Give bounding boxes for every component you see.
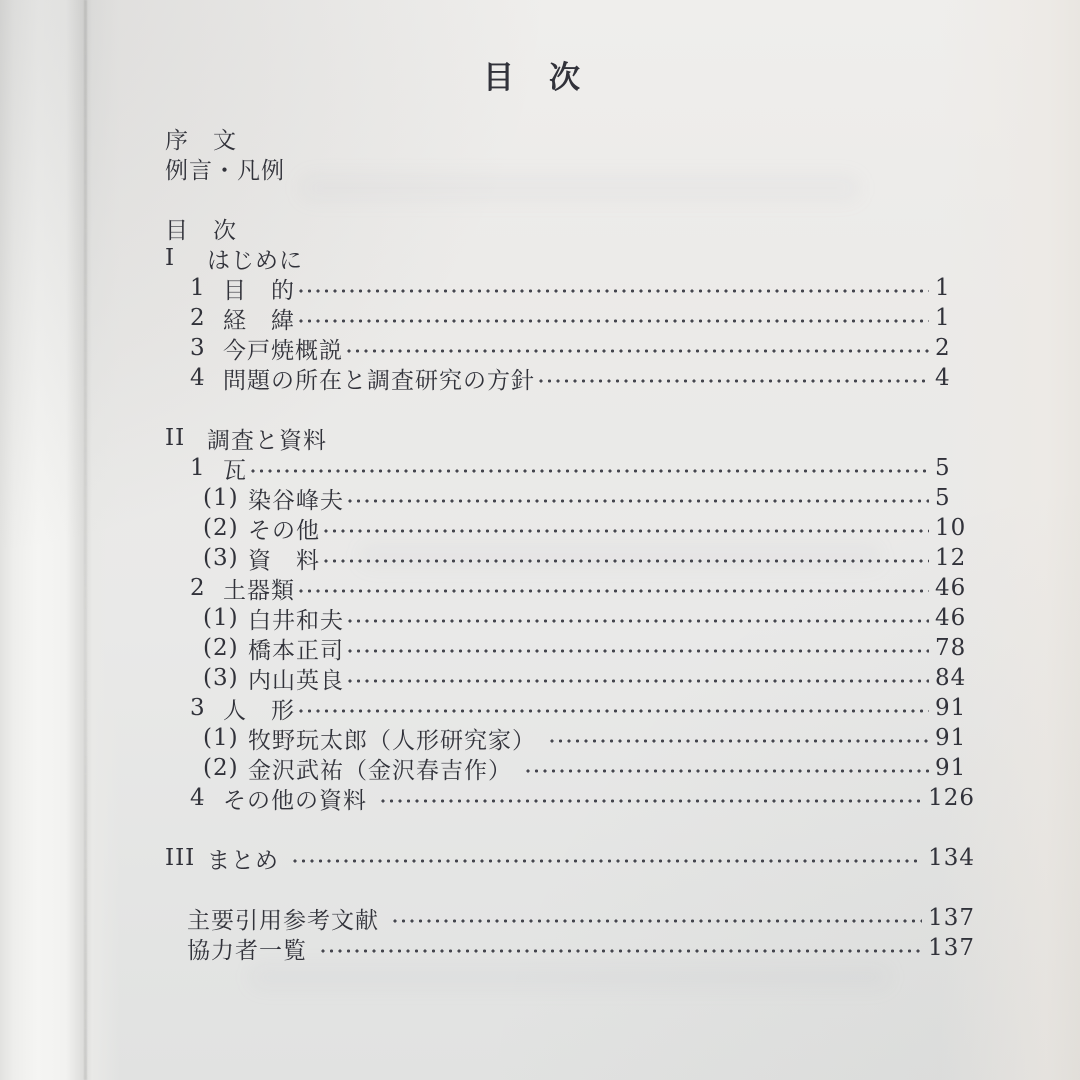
dot-leader xyxy=(322,528,929,534)
toc-entry-title: まとめ xyxy=(207,847,279,874)
page-title: 目 次 xyxy=(483,60,582,96)
page-number: 10 xyxy=(935,515,967,541)
toc-entry-title: 橋本正司 xyxy=(248,637,344,664)
toc-entry-prefix: 1 xyxy=(190,275,206,301)
toc-row xyxy=(0,783,1080,813)
toc-row xyxy=(0,573,1080,603)
toc-row xyxy=(0,453,1080,483)
toc-entry-prefix: 3 xyxy=(190,695,206,721)
toc-entry-prefix: (3) xyxy=(203,665,239,691)
page-number: 126 xyxy=(928,785,975,811)
toc-entry-prefix: 2 xyxy=(190,575,206,601)
show-through-ghost xyxy=(250,965,890,989)
toc-row xyxy=(0,363,1080,393)
dot-leader xyxy=(291,858,922,864)
page-number: 91 xyxy=(935,695,967,721)
toc-entry-title: 問題の所在と調査研究の方針 xyxy=(223,367,535,394)
toc-entry-prefix: III xyxy=(165,845,196,871)
dot-leader xyxy=(524,768,929,774)
toc-row xyxy=(0,843,1080,873)
page-number: 91 xyxy=(935,755,967,781)
dot-leader xyxy=(319,948,922,954)
toc-entry-title: 主要引用参考文献 xyxy=(187,907,379,934)
toc-row xyxy=(0,693,1080,723)
toc-entry-prefix: I xyxy=(165,245,176,271)
toc-entry-prefix: (2) xyxy=(203,635,239,661)
toc-entry-title: 協力者一覧 xyxy=(187,937,307,964)
toc-entry-prefix: 3 xyxy=(190,335,206,361)
toc-entry-title: 目 的 xyxy=(223,277,295,304)
toc-entry-title: 金沢武祐（金沢春吉作） xyxy=(248,757,512,784)
dot-leader xyxy=(391,918,922,924)
toc-list xyxy=(0,123,1080,963)
toc-entry-title: 序 文 xyxy=(165,127,237,154)
page-number: 78 xyxy=(935,635,967,661)
toc-entry-prefix: II xyxy=(165,425,186,451)
toc-row xyxy=(0,933,1080,963)
toc-entry-prefix: 4 xyxy=(190,785,206,811)
dot-leader xyxy=(346,618,929,624)
toc-entry-prefix: (1) xyxy=(203,725,239,751)
page-number: 1 xyxy=(935,305,951,331)
toc-entry-prefix: (1) xyxy=(203,605,239,631)
dot-leader xyxy=(346,648,929,654)
page-number: 12 xyxy=(935,545,967,571)
toc-entry-prefix: (3) xyxy=(203,545,239,571)
toc-entry-prefix: 1 xyxy=(190,455,206,481)
toc-entry-title: 白井和夫 xyxy=(248,607,344,634)
dot-leader xyxy=(297,588,929,594)
page-number: 5 xyxy=(935,455,951,481)
toc-row xyxy=(0,213,1080,243)
toc-entry-title: 内山英良 xyxy=(248,667,344,694)
page-number: 137 xyxy=(928,905,975,931)
page-number: 137 xyxy=(928,935,975,961)
toc-entry-title: 資 料 xyxy=(248,547,320,574)
toc-entry-title: はじめに xyxy=(207,247,303,274)
page-number: 5 xyxy=(935,485,951,511)
dot-leader xyxy=(297,708,929,714)
toc-entry-title: 染谷峰夫 xyxy=(248,487,344,514)
dot-leader xyxy=(346,678,929,684)
toc-row xyxy=(0,483,1080,513)
dot-leader xyxy=(345,348,929,354)
dot-leader xyxy=(297,318,929,324)
dot-leader xyxy=(297,288,929,294)
toc-entry-title: 土器類 xyxy=(223,577,295,604)
page-number: 134 xyxy=(928,845,975,871)
toc-entry-title: 目 次 xyxy=(165,217,237,244)
toc-row xyxy=(0,273,1080,303)
dot-leader xyxy=(249,468,929,474)
toc-row xyxy=(0,423,1080,453)
toc-row xyxy=(0,243,1080,273)
toc-entry-title: 今戸焼概説 xyxy=(223,337,343,364)
toc-entry-prefix: (1) xyxy=(203,485,239,511)
dot-leader xyxy=(548,738,929,744)
dot-leader xyxy=(537,378,929,384)
toc-row xyxy=(0,603,1080,633)
toc-entry-title: その他 xyxy=(248,517,320,544)
toc-entry-prefix: 4 xyxy=(190,365,206,391)
toc-row xyxy=(0,123,1080,153)
toc-row xyxy=(0,663,1080,693)
page-number: 46 xyxy=(935,605,967,631)
toc-entry-prefix: (2) xyxy=(203,755,239,781)
page-number: 46 xyxy=(935,575,967,601)
page-number: 84 xyxy=(935,665,967,691)
toc-entry-title: 経 緯 xyxy=(223,307,295,334)
toc-row xyxy=(0,633,1080,663)
toc-row xyxy=(0,153,1080,183)
toc-row xyxy=(0,513,1080,543)
page-number: 91 xyxy=(935,725,967,751)
dot-leader xyxy=(322,558,929,564)
toc-row xyxy=(0,723,1080,753)
page-number: 2 xyxy=(935,335,951,361)
toc-row xyxy=(0,333,1080,363)
toc-entry-title: 調査と資料 xyxy=(207,427,327,454)
toc-entry-title: 瓦 xyxy=(223,457,247,484)
dot-leader xyxy=(346,498,929,504)
toc-entry-prefix: (2) xyxy=(203,515,239,541)
toc-entry-prefix: 2 xyxy=(190,305,206,331)
toc-entry-title: 例言・凡例 xyxy=(165,157,285,184)
toc-row xyxy=(0,903,1080,933)
page-number: 4 xyxy=(935,365,951,391)
toc-entry-title: 牧野玩太郎（人形研究家） xyxy=(248,727,536,754)
toc-row xyxy=(0,753,1080,783)
toc-row xyxy=(0,303,1080,333)
toc-row xyxy=(0,543,1080,573)
toc-entry-title: 人 形 xyxy=(223,697,295,724)
toc-entry-title: その他の資料 xyxy=(223,787,367,814)
dot-leader xyxy=(379,798,922,804)
page-number: 1 xyxy=(935,275,951,301)
